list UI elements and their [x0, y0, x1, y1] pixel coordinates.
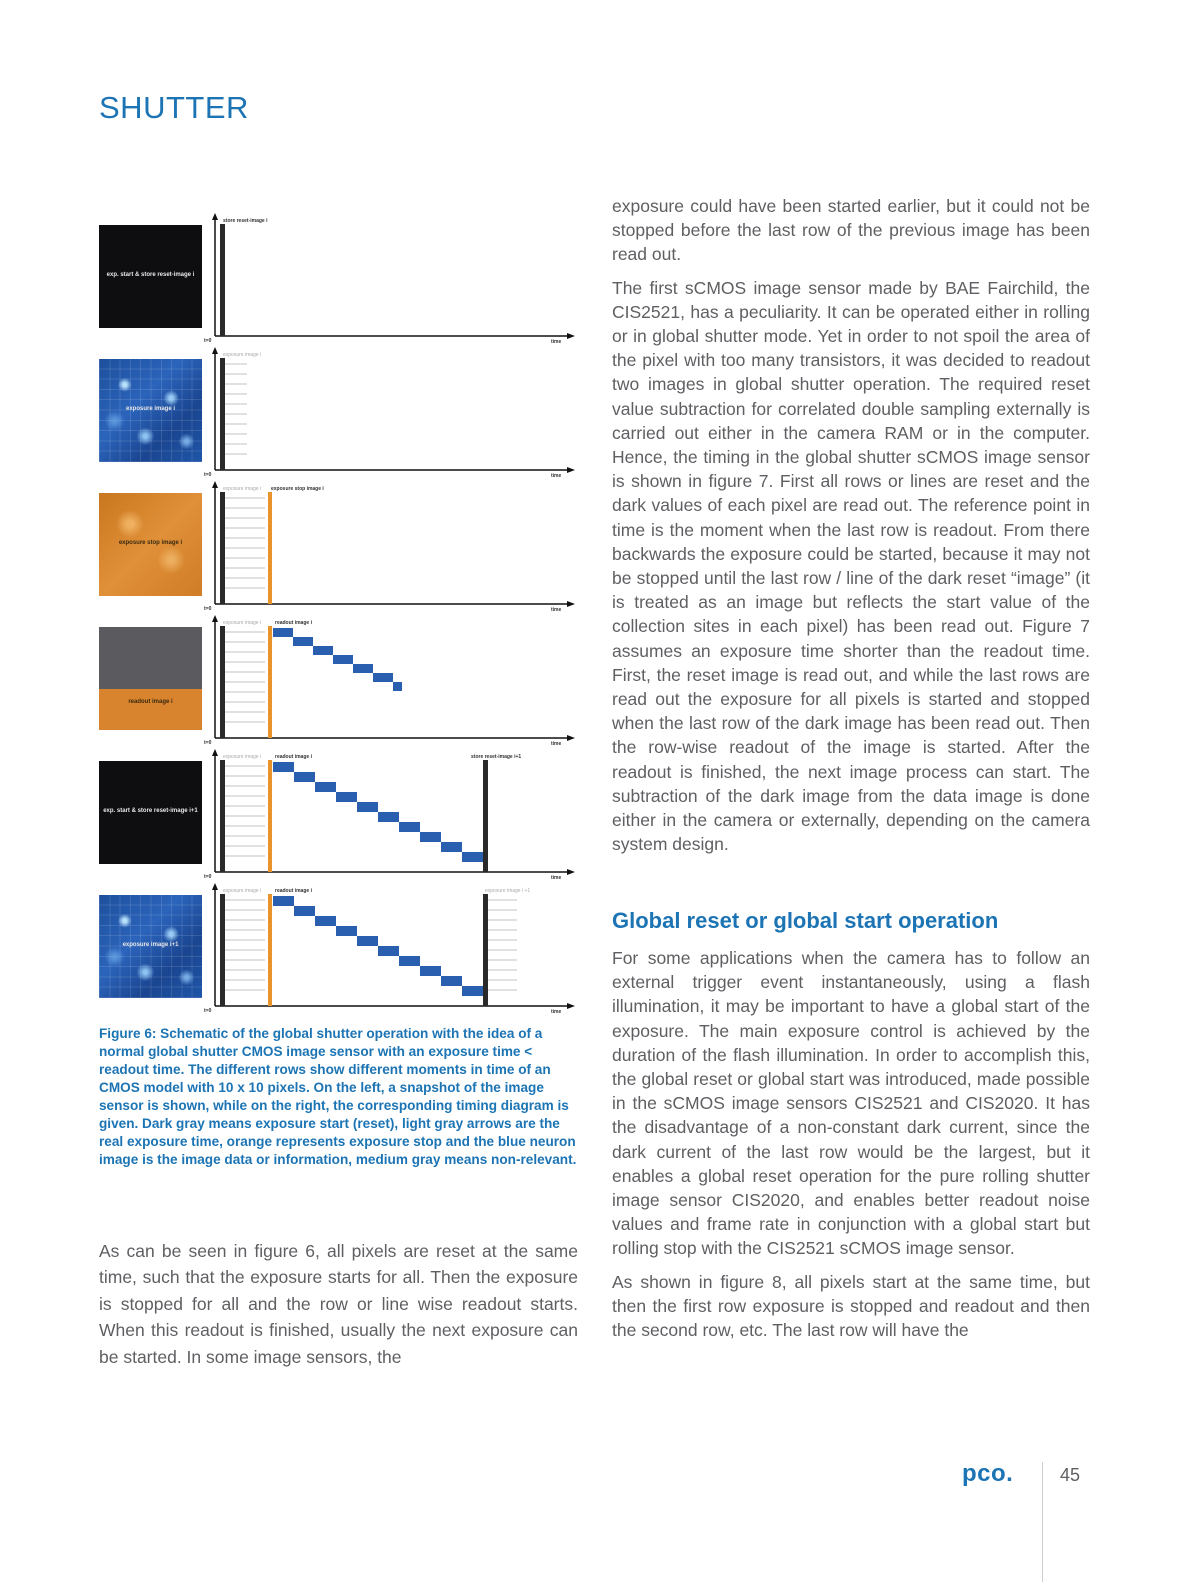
snapshot-label: readout image i	[128, 699, 173, 705]
timing-diagram	[204, 346, 579, 479]
reset-bar-next	[483, 760, 488, 872]
sensor-snapshot	[99, 493, 202, 596]
exposure-arrows	[220, 632, 265, 722]
t0-label: t=0	[204, 1008, 212, 1014]
exposure-arrows	[220, 766, 265, 856]
time-label: time	[551, 473, 562, 479]
reset-bar	[220, 626, 225, 738]
readout-steps	[273, 628, 402, 691]
timing-diagram	[204, 480, 579, 613]
exposure-arrows-next	[488, 900, 517, 990]
subheading: Global reset or global start operation	[612, 908, 999, 933]
left-column-text	[99, 1238, 578, 1379]
t0-label: t=0	[204, 740, 212, 746]
diagram-label: exposure image i	[223, 352, 262, 358]
readout-steps	[273, 896, 483, 996]
figure-caption: Figure 6: Schematic of the global shutter operation with the idea of a normal global shutter CMOS image sensor with an exposure time < readout time. The different rows show different moments in time of an CMOS model with 10 x 10 pixels. On the left, a snapshot of the image sensor is shown, while on the right, the corresponding timing diagram is given. Dark gray means exposure start (reset), light gray arrows are the real exposure time, orange represents exposure stop and the blue neuron image is the image data or information, medium gray means non-relevant.	[99, 1026, 577, 1167]
t0-label: t=0	[204, 472, 212, 478]
reset-bar	[220, 224, 225, 336]
timing-diagram	[204, 614, 579, 747]
reset-bar	[220, 894, 225, 1006]
sensor-snapshot	[99, 895, 202, 998]
exposure-stop-bar	[268, 492, 272, 604]
figure-row-2	[99, 346, 579, 479]
time-label: time	[551, 339, 562, 345]
figure-row-6	[99, 882, 579, 1015]
snapshot-label: exposure stop image i	[118, 540, 183, 546]
reset-bar	[220, 358, 225, 470]
timing-diagram	[204, 748, 579, 881]
page-number: 45	[1060, 1465, 1081, 1485]
brand-logo: pco.	[962, 1460, 1014, 1487]
reset-bar	[220, 760, 225, 872]
diagram-label: exposure stop image i	[271, 486, 324, 492]
sensor-snapshot	[99, 225, 202, 328]
figure-row-3	[99, 480, 579, 613]
diagram-label: exposure image i +1	[485, 888, 531, 894]
diagram-label: exposure image i	[223, 754, 262, 760]
t0-label: t=0	[204, 874, 212, 880]
sensor-snapshot	[99, 761, 202, 864]
paragraph: As can be seen in figure 6, all pixels are reset at the same time, such that the exposure starts for all. Then the exposure is stopped for all and the row or line wise readout starts. When this readout is finished, usually the next exposure can be started. In some image sensors, the	[99, 1241, 578, 1367]
t0-label: t=0	[204, 338, 212, 344]
diagram-label: readout image i	[275, 888, 312, 894]
diagram-label: store reset-image i	[223, 218, 268, 224]
timing-diagram	[204, 212, 579, 345]
exposure-stop-bar	[268, 760, 272, 872]
figure-row-1	[99, 212, 579, 345]
section-title: SHUTTER	[99, 90, 249, 125]
right-column-text	[612, 194, 1090, 865]
snapshot-label: exposure image i+1	[122, 942, 179, 948]
exposure-arrows	[220, 900, 265, 990]
exposure-stop-bar	[268, 626, 272, 738]
paragraph: exposure could have been started earlier, but it could not be stopped before the last row of the previous image has been read out.	[612, 196, 1090, 265]
paragraph: The first sCMOS image sensor made by BAE Fairchild, the CIS2521, has a peculiarity. It can be operated either in rolling or in global shutter mode. Yet in order to not spoil the area of the pixel with too many transistors, it was decided to readout two images in global shutter operation. The required reset value subtraction for correlated double sampling externally is carried out either in the camera RAM or in the computer. Hence, the timing in the global shutter sCMOS image sensor is shown in figure 7. First all rows or lines are reset and the dark values of each pixel are read out. The reference point in time is the moment when the last row is readout. From there backwards the exposure could be started, because it may not be stopped until the last row / line of the dark reset “image” (it is treated as an image but reflects the start value of the collection sites in each pixel) has been read out. Figure 7 assumes an exposure time shorter than the readout time. First, the reset image is read out, and while the last rows are read out the exposure for all pixels is started and stopped when the last row of the dark image has been read out. Then the row-wise readout of the image is started. After the readout is finished, the next image process can start. The subtraction of the dark image from the data image is done either in the camera or externally, depending on the camera system design.	[612, 277, 1090, 855]
time-label: time	[551, 741, 562, 747]
time-label: time	[551, 1009, 562, 1015]
diagram-label: store reset-image i+1	[471, 754, 522, 760]
reset-bar	[220, 492, 225, 604]
figure-row-4	[99, 614, 579, 747]
reset-bar-next	[483, 894, 488, 1006]
timing-diagram	[204, 882, 579, 1015]
figure-row-5	[99, 748, 579, 881]
snapshot-label: exposure image i	[125, 406, 176, 412]
paragraph: As shown in figure 8, all pixels start at the same time, but then the first row exposure is stopped and readout and then the second row, etc. The last row will have the	[612, 1271, 1090, 1341]
exposure-stop-bar	[268, 894, 272, 1006]
diagram-label: readout image i	[275, 620, 312, 626]
figure-6	[99, 212, 579, 1015]
time-label: time	[551, 607, 562, 613]
snapshot-label: exp. start & store reset-image i+1	[103, 808, 198, 814]
t0-label: t=0	[204, 606, 212, 612]
right-column-text-continued	[612, 946, 1090, 1351]
diagram-label: readout image i	[275, 754, 312, 760]
exposure-arrows	[220, 498, 265, 588]
snapshot-label: exp. start & store reset-image i	[106, 272, 195, 278]
sensor-snapshot	[99, 627, 202, 730]
diagram-label: exposure image i	[223, 486, 262, 492]
diagram-label: exposure image i	[223, 620, 262, 626]
paragraph: For some applications when the camera has to follow an external trigger event instantaneously, using a flash illumination, it may be important to have a global start of the exposure. The main exposure control is achieved by the duration of the flash illumination. In order to accomplish this, the global reset or global start was introduced, made possible in the sCMOS image sensors CIS2521 and CIS2020. It has the disadvantage of a non-constant dark current, since the dark current of the last row would be the largest, but it enables a global reset operation for the pure rolling shutter image sensor CIS2020, and enables better readout noise values and frame rate in conjunction with a global start but rolling stop with the CIS2521 sCMOS image sensor.	[612, 948, 1090, 1259]
time-label: time	[551, 875, 562, 881]
diagram-label: exposure image i	[223, 888, 262, 894]
sensor-snapshot	[99, 359, 202, 462]
footer-divider	[1042, 1462, 1043, 1582]
readout-steps	[273, 762, 483, 862]
